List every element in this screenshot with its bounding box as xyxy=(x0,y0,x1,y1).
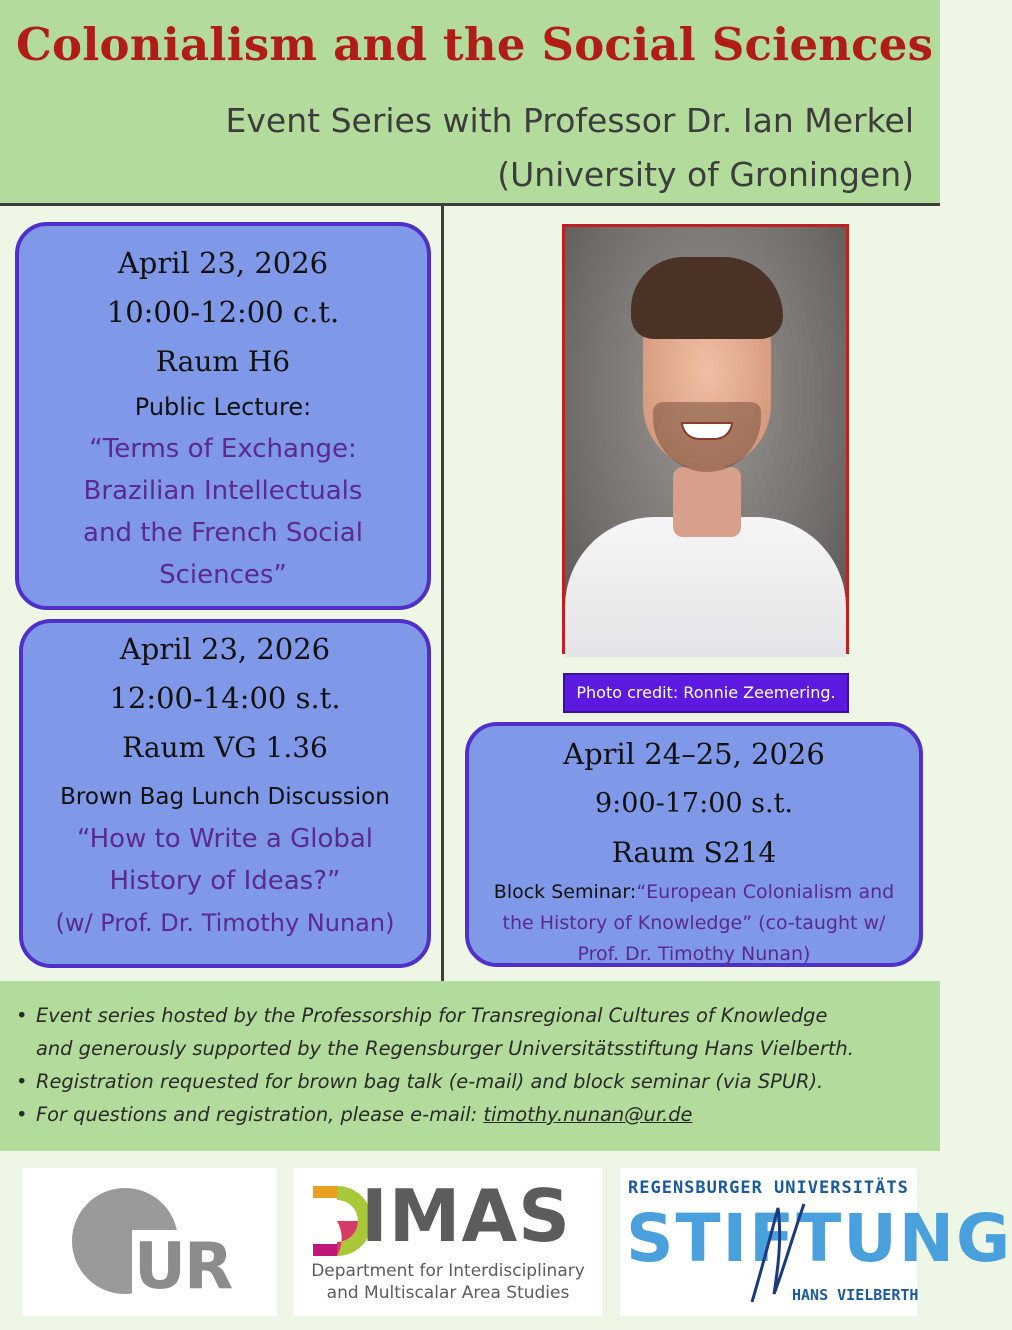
event-title-line: History of Ideas?” xyxy=(109,866,341,896)
dimas-logo-text: IMAS xyxy=(361,1174,572,1258)
page-subtitle xyxy=(226,94,914,202)
dimas-logo xyxy=(293,1168,603,1316)
event-title-line: Sciences” xyxy=(159,560,287,590)
bullet-icon: • xyxy=(16,1103,28,1126)
event-time: 10:00-12:00 c.t. xyxy=(106,295,340,329)
event-card-brown-bag xyxy=(19,619,431,968)
info-text: Event series hosted by the Professorship for Transregional Cultures of Knowledge xyxy=(36,1004,828,1027)
dimas-subtitle-line: and Multiscalar Area Studies xyxy=(326,1283,570,1303)
subtitle-line-2: (University of Groningen) xyxy=(497,155,914,194)
event-title-line: the History of Knowledge” (co-taught w/ xyxy=(502,912,886,934)
info-text: and generously supported by the Regensburger Universitätsstiftung Hans Vielberth. xyxy=(36,1037,854,1060)
dimas-subtitle-line: Department for Interdisciplinary xyxy=(311,1261,585,1281)
photo-neck xyxy=(673,467,741,537)
stiftung-top-text: REGENSBURGER UNIVERSITÄTS xyxy=(628,1178,909,1198)
subtitle-line-1: Event Series with Professor Dr. Ian Merkel xyxy=(225,101,914,140)
info-item xyxy=(16,999,854,1032)
event-title-line: (w/ Prof. Dr. Timothy Nunan) xyxy=(55,909,395,937)
info-list xyxy=(16,999,854,1131)
page-title: Colonialism and the Social Sciences xyxy=(16,18,934,71)
info-text: Registration requested for brown bag talk (e-mail) and block seminar (via SPUR). xyxy=(36,1070,824,1093)
dimas-mark-icon xyxy=(313,1186,361,1256)
ur-logo-text: UR xyxy=(134,1230,232,1304)
event-title-line: Brazilian Intellectuals xyxy=(83,476,363,506)
event-title-line: “Terms of Exchange: xyxy=(89,434,357,464)
info-item-continued xyxy=(16,1032,854,1065)
event-card-public-lecture xyxy=(15,222,431,610)
event-title-line: “How to Write a Global xyxy=(76,824,374,854)
bullet-icon: • xyxy=(16,1070,28,1093)
info-item xyxy=(16,1098,854,1131)
stiftung-logo xyxy=(620,1168,1012,1316)
speaker-photo xyxy=(562,224,849,654)
event-kind: Brown Bag Lunch Discussion xyxy=(60,784,390,810)
event-kind: Public Lecture: xyxy=(134,393,312,421)
event-date: April 24–25, 2026 xyxy=(563,737,825,771)
event-room: Raum VG 1.36 xyxy=(122,731,328,764)
photo-credit: Photo credit: Ronnie Zeemering. xyxy=(563,673,849,713)
event-time: 9:00-17:00 s.t. xyxy=(594,788,794,819)
info-item xyxy=(16,1065,854,1098)
event-kind: Block Seminar: xyxy=(493,881,637,903)
event-title-line: Prof. Dr. Timothy Nunan) xyxy=(577,943,811,965)
email-link[interactable]: timothy.nunan@ur.de xyxy=(483,1103,693,1126)
info-section xyxy=(0,981,940,1151)
photo-hair xyxy=(631,257,783,339)
stiftung-big-text: STIFTUNG xyxy=(626,1200,1012,1277)
event-room: Raum H6 xyxy=(155,345,291,378)
event-title-line: “European Colonialism and xyxy=(636,881,895,903)
event-time: 12:00-14:00 s.t. xyxy=(109,681,341,715)
event-card-block-seminar xyxy=(465,722,923,967)
event-title-line: and the French Social xyxy=(83,518,363,548)
dimas-subtitle xyxy=(293,1260,603,1304)
event-date: April 23, 2026 xyxy=(117,246,329,280)
bullet-icon: • xyxy=(16,1004,28,1027)
header-banner xyxy=(0,0,940,203)
event-room: Raum S214 xyxy=(611,836,777,869)
column-divider xyxy=(441,206,444,981)
logo-strip xyxy=(0,1151,1012,1330)
event-date: April 23, 2026 xyxy=(119,632,331,666)
ur-logo xyxy=(22,1168,277,1316)
event-kind-line xyxy=(469,877,919,908)
photo-shirt xyxy=(565,517,846,657)
info-text: For questions and registration, please e-mail: xyxy=(36,1103,484,1126)
stiftung-bottom-text: HANS VIELBERTH xyxy=(792,1286,919,1304)
